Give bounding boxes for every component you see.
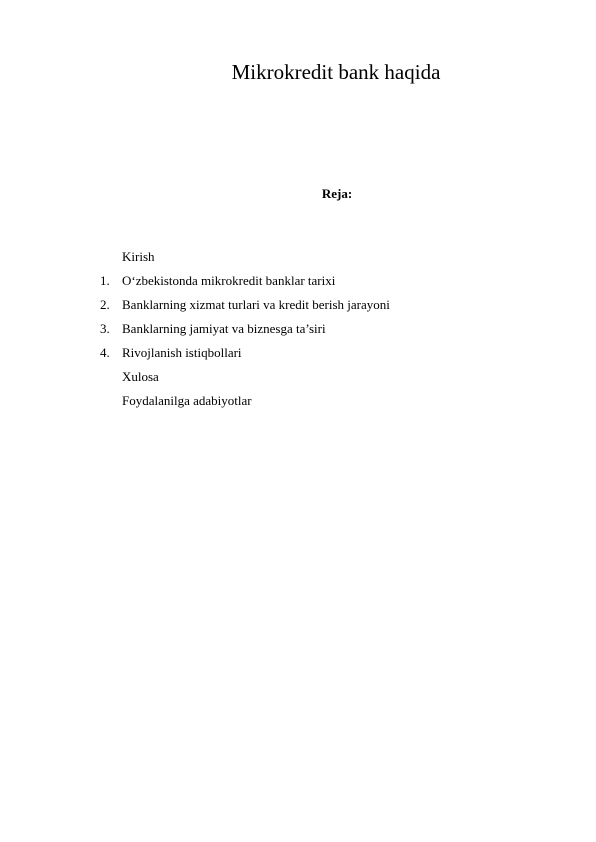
toc-item-conclusion: [0, 365, 596, 389]
toc-item-number: 2.: [100, 297, 110, 312]
toc-item-introduction: [0, 245, 596, 269]
toc-item-1: [0, 269, 596, 293]
plan-heading: Reja:: [321, 186, 353, 201]
toc-item-text: Banklarning jamiyat va biznesga ta’siri: [122, 321, 326, 336]
toc-item-number: 4.: [100, 345, 110, 360]
toc-item-text: Xulosa: [122, 369, 159, 384]
toc-item-2: [0, 293, 596, 317]
toc-item-text: Foydalanilga adabiyotlar: [122, 393, 252, 408]
toc-item-text: Kirish: [122, 249, 155, 264]
toc-item-4: [0, 341, 596, 365]
table-of-contents: [0, 245, 596, 413]
toc-item-3: [0, 317, 596, 341]
toc-item-number: 1.: [100, 273, 110, 288]
document-title: Mikrokredit bank haqida: [231, 60, 441, 84]
toc-item-text: O‘zbekistonda mikrokredit banklar tarixi: [122, 273, 336, 288]
toc-item-number: 3.: [100, 321, 110, 336]
toc-item-text: Banklarning xizmat turlari va kredit berish jarayoni: [122, 297, 390, 312]
toc-item-references: [0, 389, 596, 413]
toc-item-text: Rivojlanish istiqbollari: [122, 345, 242, 360]
